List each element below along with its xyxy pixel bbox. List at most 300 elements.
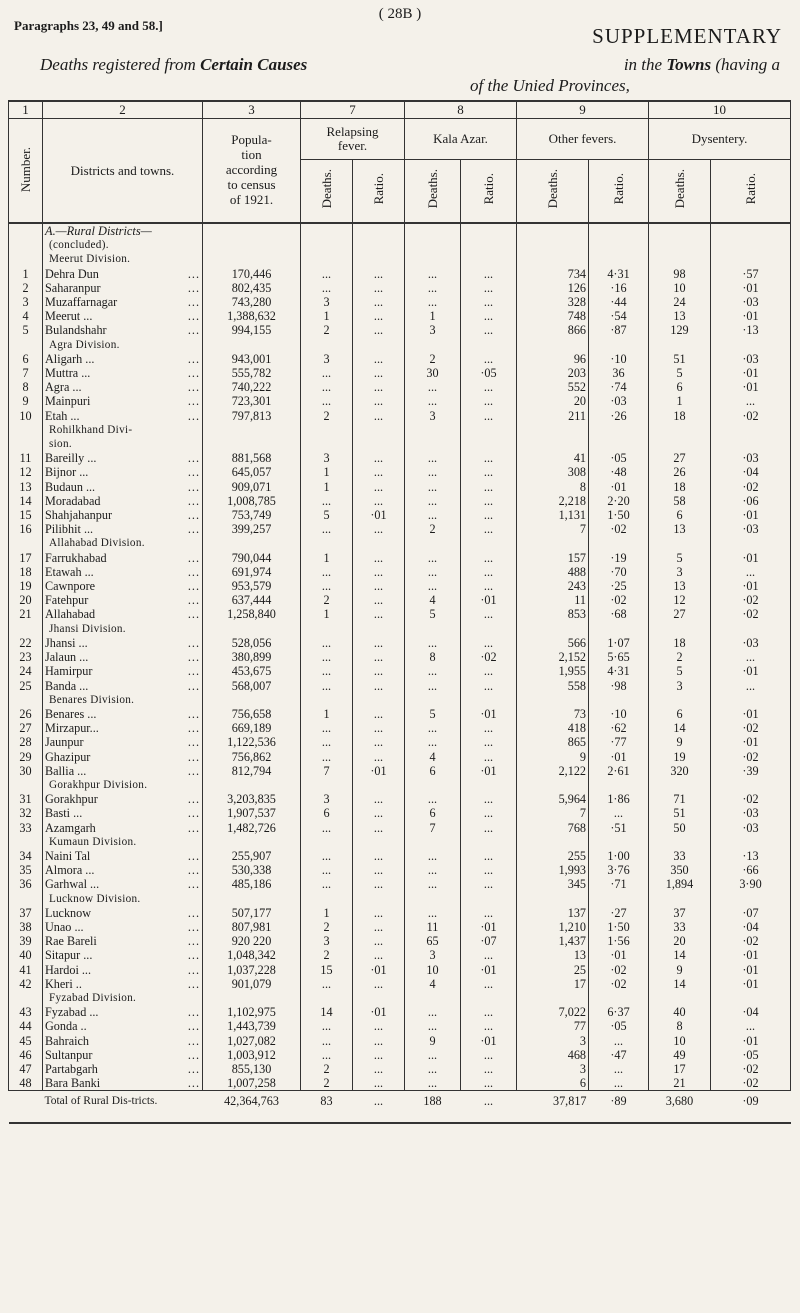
dysentery-ratio: ·01	[711, 735, 791, 749]
row-number: 3	[9, 295, 43, 309]
leader-dots: ...	[187, 295, 200, 310]
row-number: 28	[9, 735, 43, 749]
relapsing-deaths: 3	[301, 352, 353, 366]
kala-deaths: ...	[405, 1076, 461, 1091]
other-ratio: ·16	[589, 281, 649, 295]
relapsing-ratio: ·01	[353, 508, 405, 522]
kala-ratio: ...	[461, 1062, 517, 1076]
kala-ratio: ...	[461, 508, 517, 522]
population: 790,044	[203, 551, 301, 565]
table-row	[9, 636, 791, 650]
district-name	[43, 948, 203, 962]
dysentery-deaths: 21	[649, 1076, 711, 1091]
division-heading: (concluded).	[43, 238, 203, 252]
other-deaths: 20	[517, 394, 589, 408]
relapsing-deaths: ...	[301, 877, 353, 891]
leader-dots: ...	[187, 934, 200, 949]
supplementary-heading: SUPPLEMENTARY	[592, 24, 782, 48]
dysentery-ratio: ·03	[711, 522, 791, 536]
division-heading: Kumaun Division.	[43, 835, 203, 849]
division-heading-row	[9, 536, 791, 550]
kala-deaths: 8	[405, 650, 461, 664]
relapsing-ratio: ...	[353, 394, 405, 408]
district-label: Budaun ...	[45, 479, 96, 494]
dysentery-ratio: ·04	[711, 1005, 791, 1019]
other-ratio: ...	[589, 1034, 649, 1048]
other-deaths: 566	[517, 636, 589, 650]
district-label: Etawah ...	[45, 564, 94, 579]
row-number: 22	[9, 636, 43, 650]
dysentery-deaths: 18	[649, 636, 711, 650]
other-ratio: ·10	[589, 707, 649, 721]
table-row	[9, 664, 791, 678]
kala-deaths: ...	[405, 735, 461, 749]
dysentery-ratio: ·02	[711, 934, 791, 948]
other-deaths: 1,437	[517, 934, 589, 948]
kala-deaths: 2	[405, 352, 461, 366]
district-label: Moradabad	[45, 493, 101, 508]
leader-dots: ...	[187, 1061, 200, 1076]
other-ratio: 4·31	[589, 664, 649, 678]
dysentery-ratio: ...	[711, 650, 791, 664]
col-num-1: 1	[9, 101, 43, 119]
table-row	[9, 963, 791, 977]
dysentery-deaths: 18	[649, 409, 711, 423]
district-label: Gonda ..	[45, 1019, 87, 1034]
dysentery-deaths: 3	[649, 565, 711, 579]
relapsing-deaths: ...	[301, 849, 353, 863]
section-heading: A.—Rural Districts—	[43, 223, 203, 238]
other-ratio: 1·07	[589, 636, 649, 650]
kala-deaths: ...	[405, 281, 461, 295]
title-subline: of the Unied Provinces,	[470, 76, 630, 95]
kala-ratio: ...	[461, 451, 517, 465]
leader-dots: ...	[187, 635, 200, 650]
kala-ratio: ...	[461, 551, 517, 565]
division-heading-row	[9, 892, 791, 906]
kala-ratio: ...	[461, 309, 517, 323]
other-deaths: 11	[517, 593, 589, 607]
dysentery-ratio: ·39	[711, 764, 791, 778]
kala-deaths: ...	[405, 465, 461, 479]
leader-dots: ...	[187, 1076, 200, 1091]
other-deaths: 3	[517, 1034, 589, 1048]
table-row	[9, 309, 791, 323]
population: 1,388,632	[203, 309, 301, 323]
row-number: 39	[9, 934, 43, 948]
relapsing-ratio: ...	[353, 707, 405, 721]
district-name	[43, 366, 203, 380]
dysentery-deaths: 6	[649, 707, 711, 721]
population: 637,444	[203, 593, 301, 607]
header-kala-deaths: Deaths.	[405, 160, 461, 224]
dysentery-ratio: ...	[711, 394, 791, 408]
kala-deaths: 7	[405, 821, 461, 835]
district-name	[43, 465, 203, 479]
relapsing-deaths: 1	[301, 480, 353, 494]
other-ratio: ·05	[589, 1019, 649, 1033]
relapsing-ratio: ...	[353, 480, 405, 494]
district-label: Sitapur ...	[45, 948, 93, 963]
table-row	[9, 1005, 791, 1019]
population: 255,907	[203, 849, 301, 863]
kala-ratio: ...	[461, 565, 517, 579]
leader-dots: ...	[187, 1047, 200, 1062]
col-num-2: 2	[43, 101, 203, 119]
kala-deaths: ...	[405, 792, 461, 806]
population: 453,675	[203, 664, 301, 678]
kala-ratio: ...	[461, 1005, 517, 1019]
dysentery-deaths: 98	[649, 267, 711, 281]
district-label: Ghazipur	[45, 749, 91, 764]
population: 555,782	[203, 366, 301, 380]
table-row	[9, 735, 791, 749]
relapsing-ratio: ...	[353, 636, 405, 650]
other-ratio: ·54	[589, 309, 649, 323]
dysentery-deaths: 51	[649, 806, 711, 820]
relapsing-deaths: 2	[301, 409, 353, 423]
dysentery-deaths: 33	[649, 849, 711, 863]
title-left: Deaths registered from Certain Causes	[40, 55, 308, 74]
kala-deaths: ...	[405, 863, 461, 877]
population: 1,482,726	[203, 821, 301, 835]
other-deaths: 243	[517, 579, 589, 593]
relapsing-deaths: 2	[301, 323, 353, 337]
table-row	[9, 551, 791, 565]
relapsing-deaths: ...	[301, 1019, 353, 1033]
district-name	[43, 750, 203, 764]
other-ratio: ·01	[589, 480, 649, 494]
row-number: 15	[9, 508, 43, 522]
kala-deaths: 4	[405, 750, 461, 764]
population: 1,027,082	[203, 1034, 301, 1048]
other-ratio: 2·20	[589, 494, 649, 508]
district-label: Farrukhabad	[45, 550, 107, 565]
kala-deaths: 5	[405, 707, 461, 721]
row-number: 45	[9, 1034, 43, 1048]
other-ratio: ·02	[589, 963, 649, 977]
table-row	[9, 650, 791, 664]
paragraph-reference: Paragraphs 23, 49 and 58.]	[14, 18, 163, 33]
leader-dots: ...	[187, 408, 200, 423]
district-name	[43, 707, 203, 721]
deaths-table	[8, 100, 791, 1124]
kala-ratio: ...	[461, 394, 517, 408]
table-row	[9, 494, 791, 508]
dysentery-deaths: 5	[649, 366, 711, 380]
other-ratio: ·62	[589, 721, 649, 735]
district-label: Basti ...	[45, 806, 83, 821]
relapsing-ratio: ...	[353, 679, 405, 693]
kala-deaths: 6	[405, 764, 461, 778]
leader-dots: ...	[187, 1033, 200, 1048]
dysentery-ratio: ·02	[711, 721, 791, 735]
dysentery-deaths: 6	[649, 380, 711, 394]
table-row	[9, 806, 791, 820]
other-deaths: 1,210	[517, 920, 589, 934]
district-name	[43, 1019, 203, 1033]
table-row	[9, 508, 791, 522]
table-row	[9, 1048, 791, 1062]
district-label: Aligarh ...	[45, 351, 95, 366]
other-ratio: ·71	[589, 877, 649, 891]
population: 797,813	[203, 409, 301, 423]
other-ratio: ...	[589, 806, 649, 820]
other-deaths: 488	[517, 565, 589, 579]
kala-deaths: 3	[405, 948, 461, 962]
table-row	[9, 607, 791, 621]
kala-deaths: ...	[405, 295, 461, 309]
row-number: 16	[9, 522, 43, 536]
dysentery-deaths: 27	[649, 607, 711, 621]
kala-deaths: ...	[405, 636, 461, 650]
dysentery-ratio: ·03	[711, 636, 791, 650]
relapsing-ratio: ...	[353, 323, 405, 337]
population: 855,130	[203, 1062, 301, 1076]
division-heading-row	[9, 622, 791, 636]
kala-deaths: ...	[405, 380, 461, 394]
row-number: 2	[9, 281, 43, 295]
district-label: Banda ...	[45, 678, 89, 693]
row-number: 5	[9, 323, 43, 337]
relapsing-ratio: ·01	[353, 963, 405, 977]
dysentery-ratio: ·01	[711, 707, 791, 721]
kala-deaths: ...	[405, 394, 461, 408]
district-label: Bareilly ...	[45, 451, 97, 466]
dysentery-ratio: ·04	[711, 465, 791, 479]
dysentery-ratio: ·02	[711, 750, 791, 764]
division-heading: Agra Division.	[43, 338, 203, 352]
population: 753,749	[203, 508, 301, 522]
relapsing-ratio: ...	[353, 579, 405, 593]
table-row	[9, 565, 791, 579]
other-ratio: ·03	[589, 394, 649, 408]
table-row	[9, 281, 791, 295]
relapsing-deaths: ...	[301, 380, 353, 394]
district-name	[43, 664, 203, 678]
other-deaths: 7,022	[517, 1005, 589, 1019]
relapsing-deaths: 3	[301, 934, 353, 948]
table-row	[9, 366, 791, 380]
table-row	[9, 863, 791, 877]
total-relapsing-deaths: 83	[301, 1091, 353, 1124]
kala-ratio: ...	[461, 877, 517, 891]
row-number: 30	[9, 764, 43, 778]
relapsing-ratio: ...	[353, 920, 405, 934]
population: 881,568	[203, 451, 301, 465]
relapsing-deaths: 1	[301, 465, 353, 479]
leader-dots: ...	[187, 664, 200, 679]
table-row	[9, 593, 791, 607]
dysentery-deaths: 24	[649, 295, 711, 309]
leader-dots: ...	[187, 650, 200, 665]
division-heading: Fyzabad Division.	[43, 991, 203, 1005]
table-row	[9, 480, 791, 494]
table-row	[9, 295, 791, 309]
other-ratio: 1·50	[589, 508, 649, 522]
relapsing-deaths: 3	[301, 295, 353, 309]
other-deaths: 558	[517, 679, 589, 693]
other-deaths: 853	[517, 607, 589, 621]
other-deaths: 17	[517, 977, 589, 991]
division-heading: Lucknow Division.	[43, 892, 203, 906]
relapsing-ratio: ...	[353, 821, 405, 835]
relapsing-ratio: ...	[353, 863, 405, 877]
relapsing-ratio: ...	[353, 750, 405, 764]
row-number: 14	[9, 494, 43, 508]
other-ratio: ·87	[589, 323, 649, 337]
leader-dots: ...	[187, 1019, 200, 1034]
dysentery-ratio: ·01	[711, 977, 791, 991]
other-ratio: ·05	[589, 451, 649, 465]
other-deaths: 734	[517, 267, 589, 281]
header-districts: Districts and towns.	[43, 119, 203, 224]
table-row	[9, 750, 791, 764]
leader-dots: ...	[187, 749, 200, 764]
kala-ratio: ...	[461, 409, 517, 423]
district-name	[43, 309, 203, 323]
kala-ratio: ...	[461, 679, 517, 693]
population: 1,907,537	[203, 806, 301, 820]
relapsing-ratio: ...	[353, 664, 405, 678]
relapsing-ratio: ...	[353, 1048, 405, 1062]
other-deaths: 2,152	[517, 650, 589, 664]
table-row	[9, 323, 791, 337]
relapsing-ratio: ...	[353, 522, 405, 536]
leader-dots: ...	[187, 366, 200, 381]
column-number-row	[9, 101, 791, 119]
dysentery-ratio: ·03	[711, 821, 791, 835]
dysentery-ratio: ·01	[711, 948, 791, 962]
district-name	[43, 494, 203, 508]
relapsing-deaths: 7	[301, 764, 353, 778]
dysentery-ratio: ·03	[711, 352, 791, 366]
district-label: Shahjahanpur	[45, 508, 113, 523]
leader-dots: ...	[187, 280, 200, 295]
col-num-3: 3	[203, 101, 301, 119]
other-ratio: ·19	[589, 551, 649, 565]
other-ratio: ·70	[589, 565, 649, 579]
other-deaths: 13	[517, 948, 589, 962]
population: 1,258,840	[203, 607, 301, 621]
table-row	[9, 522, 791, 536]
row-number: 7	[9, 366, 43, 380]
relapsing-deaths: ...	[301, 522, 353, 536]
relapsing-deaths: 2	[301, 593, 353, 607]
dysentery-deaths: 9	[649, 735, 711, 749]
relapsing-deaths: ...	[301, 664, 353, 678]
dysentery-deaths: 13	[649, 579, 711, 593]
row-number: 10	[9, 409, 43, 423]
other-deaths: 1,955	[517, 664, 589, 678]
leader-dots: ...	[187, 266, 200, 281]
row-number: 21	[9, 607, 43, 621]
kala-deaths: 3	[405, 409, 461, 423]
kala-deaths: ...	[405, 565, 461, 579]
total-relapsing-ratio: ...	[353, 1091, 405, 1124]
relapsing-deaths: ...	[301, 281, 353, 295]
district-name	[43, 1062, 203, 1076]
division-heading: Jhansi Division.	[43, 622, 203, 636]
table-row	[9, 1062, 791, 1076]
other-ratio: ...	[589, 1062, 649, 1076]
total-kala-deaths: 188	[405, 1091, 461, 1124]
population: 994,155	[203, 323, 301, 337]
district-name	[43, 394, 203, 408]
relapsing-ratio: ...	[353, 494, 405, 508]
district-label: Hardoi ...	[45, 962, 92, 977]
division-heading-row	[9, 991, 791, 1005]
leader-dots: ...	[187, 394, 200, 409]
col-num-7: 7	[301, 101, 405, 119]
district-label: Benares ...	[45, 706, 97, 721]
dysentery-ratio: ·57	[711, 267, 791, 281]
row-number: 37	[9, 906, 43, 920]
population: 807,981	[203, 920, 301, 934]
dysentery-deaths: 12	[649, 593, 711, 607]
dysentery-ratio: ·02	[711, 480, 791, 494]
relapsing-deaths: ...	[301, 821, 353, 835]
header-relapsing-fever: Relapsing fever.	[301, 119, 405, 160]
kala-ratio: ·05	[461, 366, 517, 380]
other-deaths: 748	[517, 309, 589, 323]
dysentery-deaths: 320	[649, 764, 711, 778]
district-label: Almora ...	[45, 863, 95, 878]
table-row	[9, 1034, 791, 1048]
other-ratio: ·47	[589, 1048, 649, 1062]
population: 723,301	[203, 394, 301, 408]
leader-dots: ...	[187, 309, 200, 324]
other-ratio: 1·00	[589, 849, 649, 863]
leader-dots: ...	[187, 607, 200, 622]
division-heading: Meerut Division.	[43, 252, 203, 266]
dysentery-ratio: ·01	[711, 309, 791, 323]
population: 380,899	[203, 650, 301, 664]
kala-ratio: ...	[461, 352, 517, 366]
district-label: Jhansi ...	[45, 635, 88, 650]
dysentery-deaths: 40	[649, 1005, 711, 1019]
relapsing-ratio: ...	[353, 721, 405, 735]
population: 528,056	[203, 636, 301, 650]
row-number: 46	[9, 1048, 43, 1062]
relapsing-deaths: 14	[301, 1005, 353, 1019]
kala-deaths: ...	[405, 551, 461, 565]
row-number: 18	[9, 565, 43, 579]
header-dysentery-ratio: Ratio.	[711, 160, 791, 224]
division-heading-row	[9, 778, 791, 792]
leader-dots: ...	[187, 905, 200, 920]
other-ratio: ·77	[589, 735, 649, 749]
district-name	[43, 906, 203, 920]
relapsing-ratio: ...	[353, 1019, 405, 1033]
kala-deaths: 1	[405, 309, 461, 323]
dysentery-ratio: ·04	[711, 920, 791, 934]
row-number: 4	[9, 309, 43, 323]
relapsing-deaths: 1	[301, 607, 353, 621]
row-number: 41	[9, 963, 43, 977]
division-heading: Benares Division.	[43, 693, 203, 707]
kala-ratio: ...	[461, 1048, 517, 1062]
table-row	[9, 877, 791, 891]
other-ratio: ·02	[589, 593, 649, 607]
leader-dots: ...	[187, 806, 200, 821]
kala-deaths: 30	[405, 366, 461, 380]
district-name	[43, 295, 203, 309]
dysentery-ratio: ·03	[711, 295, 791, 309]
other-ratio: 4·31	[589, 267, 649, 281]
relapsing-deaths: ...	[301, 721, 353, 735]
leader-dots: ...	[187, 451, 200, 466]
